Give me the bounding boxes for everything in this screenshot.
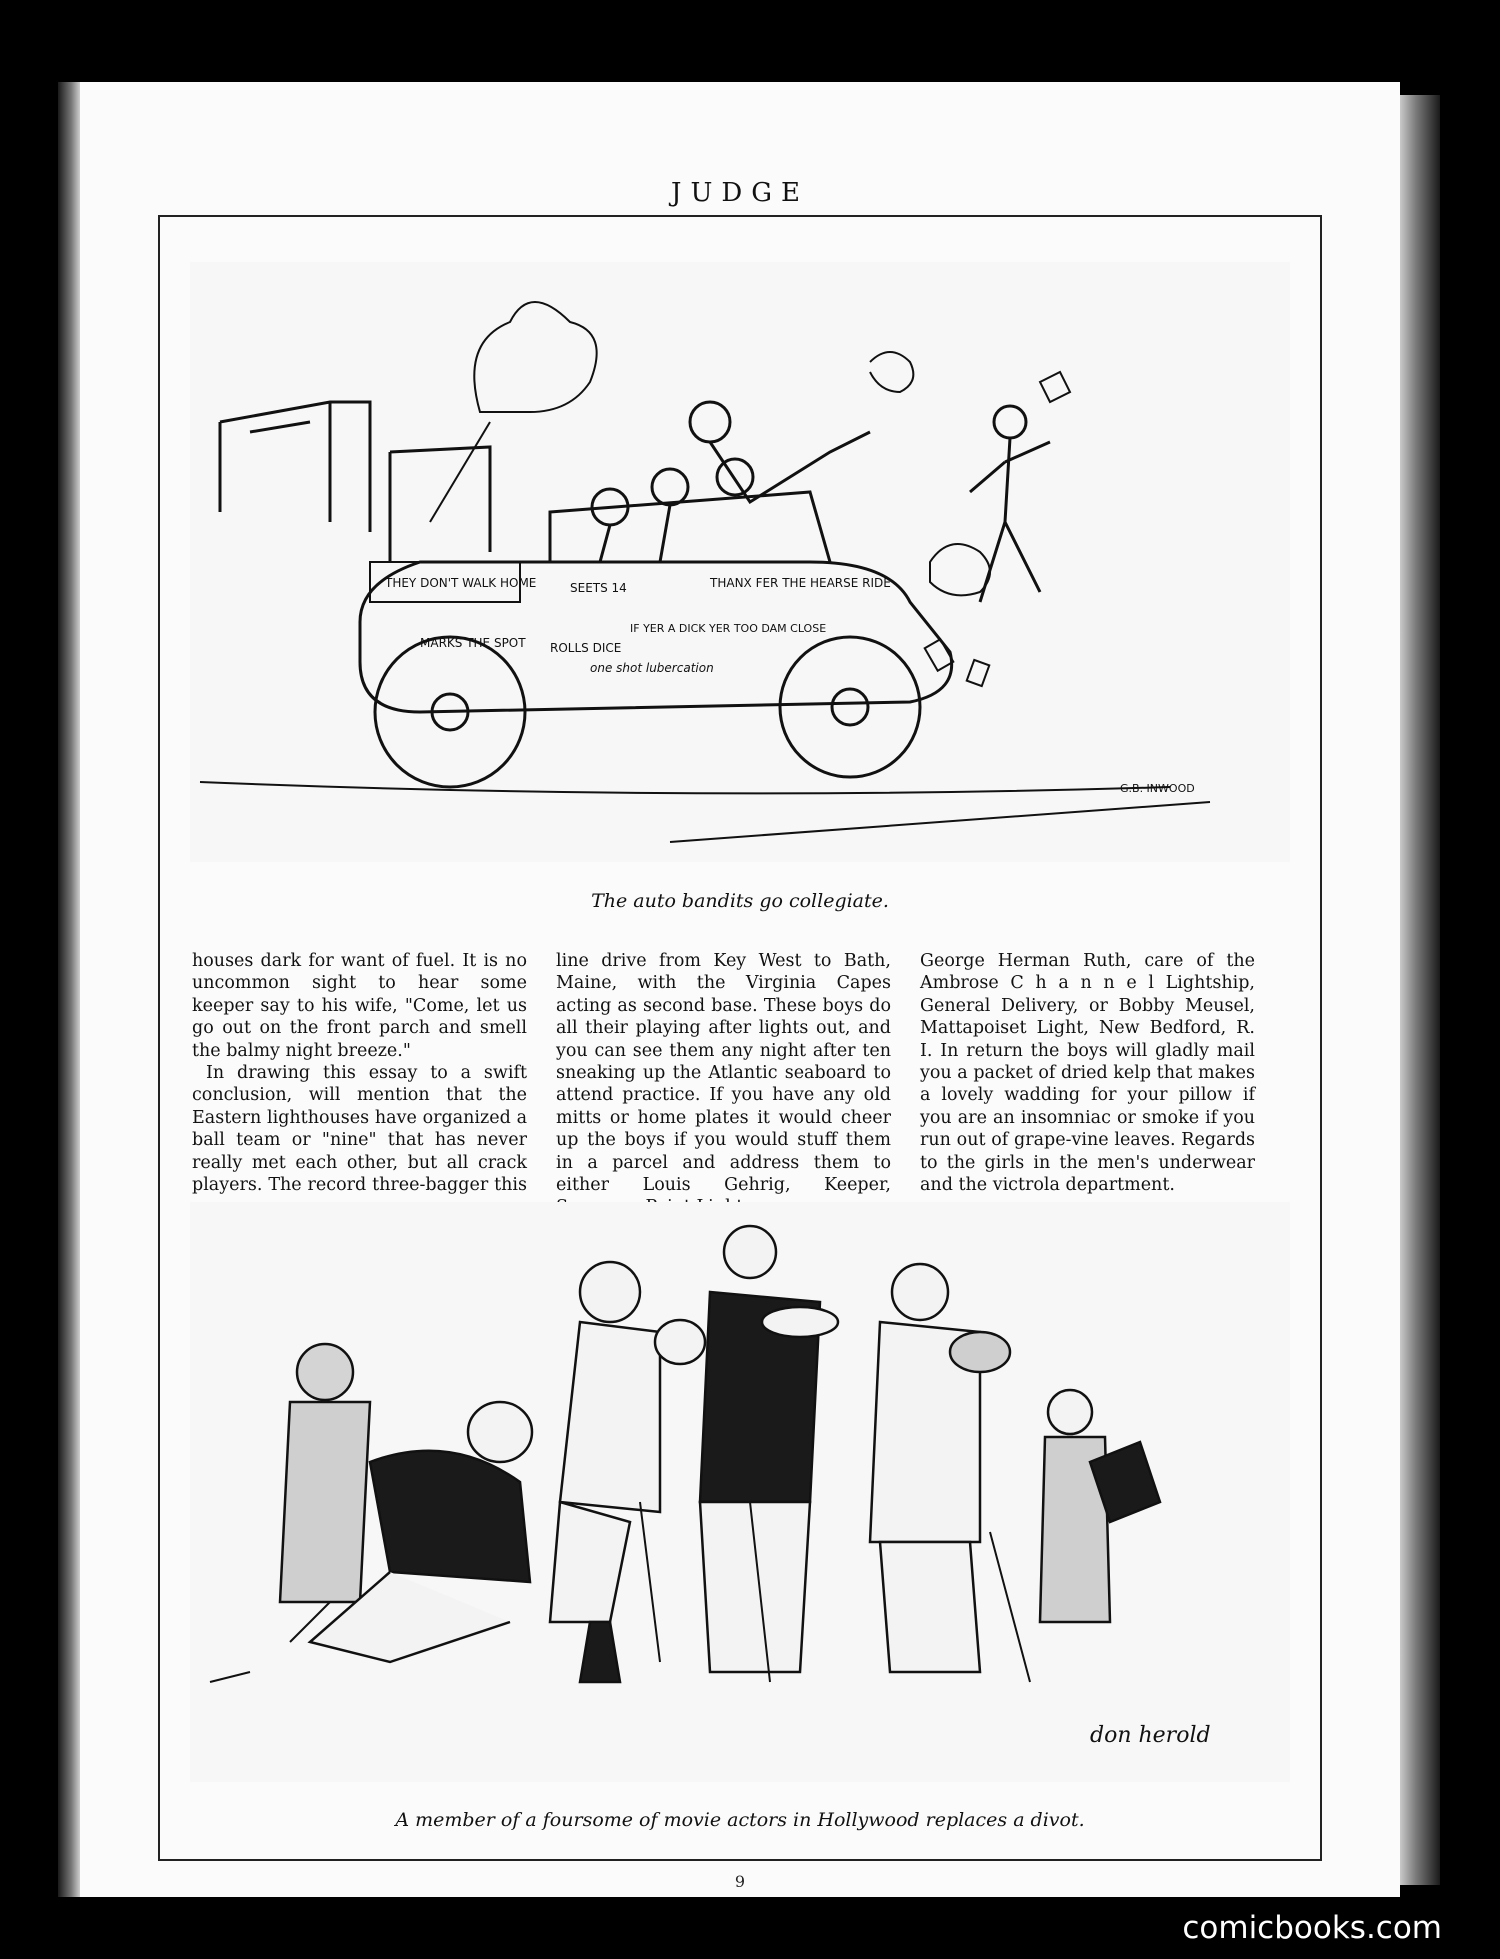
car-slogan: ROLLS DICE bbox=[550, 641, 622, 655]
article-column-1 bbox=[192, 950, 527, 1219]
artist-signature: G.B. INWOOD bbox=[1120, 782, 1195, 795]
article-column-3 bbox=[920, 950, 1255, 1196]
car-slogan: THEY DON'T WALK HOME bbox=[385, 576, 537, 590]
paragraph: line drive from Key West to Bath, Maine, with the Virginia Capes acting as second base. These boys do all their playing after lights out, and you can see them any night after ten sneaking up the Atlantic seaboard to attend practice. If you have any old mitts or home plates it would cheer up the boys if you would stuff them in a parcel and address them to either Louis Gehrig, Keeper, bbox=[556, 951, 891, 1196]
page-number: 9 bbox=[734, 1872, 746, 1891]
gutter-shadow bbox=[58, 82, 80, 1897]
page-edge-stack bbox=[1400, 95, 1440, 1885]
golfers-drawing bbox=[190, 1202, 1290, 1782]
watermark: comicbooks.com bbox=[1182, 1910, 1442, 1946]
car-slogan: SEETS 14 bbox=[570, 581, 627, 595]
car-slogan: THANX FER THE HEARSE RIDE bbox=[710, 576, 891, 590]
paragraph: houses dark for want of fuel. It is no uncommon sight to hear some keeper say to his wife, "Come, let us go out on the front parch and smell the balmy night breeze." bbox=[192, 951, 527, 1061]
auto-bandits-drawing bbox=[190, 262, 1290, 862]
paragraph: In drawing this essay to a swift conclusion, will mention that the Eastern lighthouses have organized a ball team or "nine" that has never really met each other, but all crack players. The record three-bagger this bbox=[192, 1063, 527, 1196]
car-slogan: one shot lubercation bbox=[590, 661, 714, 675]
masthead: JUDGE bbox=[671, 178, 809, 208]
top-cartoon-caption: The auto bandits go collegiate. bbox=[591, 890, 889, 912]
magazine-page bbox=[80, 82, 1400, 1897]
car-slogan: IF YER A DICK YER TOO DAM CLOSE bbox=[630, 622, 827, 635]
artist-signature: don herold bbox=[1090, 1723, 1211, 1748]
car-slogan: MARKS THE SPOT bbox=[420, 636, 526, 650]
cartoon-hollywood-golfers bbox=[190, 1202, 1290, 1782]
cartoon-auto-bandits bbox=[190, 262, 1290, 862]
paragraph: George Herman Ruth, care of the Ambrose C h a n n e l Lightship, General Delivery, or Bobby Meusel, Mattapoiset Light, New Bedford, R. I. In return the boys will gladly mail you a packet of dried kelp that makes a lovely wadding for your pillow if you are an insomniac or smoke if you run out of grape-vine leaves. Regards to the girls in the men's underwear and the victrola department. bbox=[920, 951, 1255, 1196]
article-column-2 bbox=[556, 950, 891, 1219]
bottom-cartoon-caption: A member of a foursome of movie actors in Hollywood replaces a divot. bbox=[395, 1809, 1085, 1831]
